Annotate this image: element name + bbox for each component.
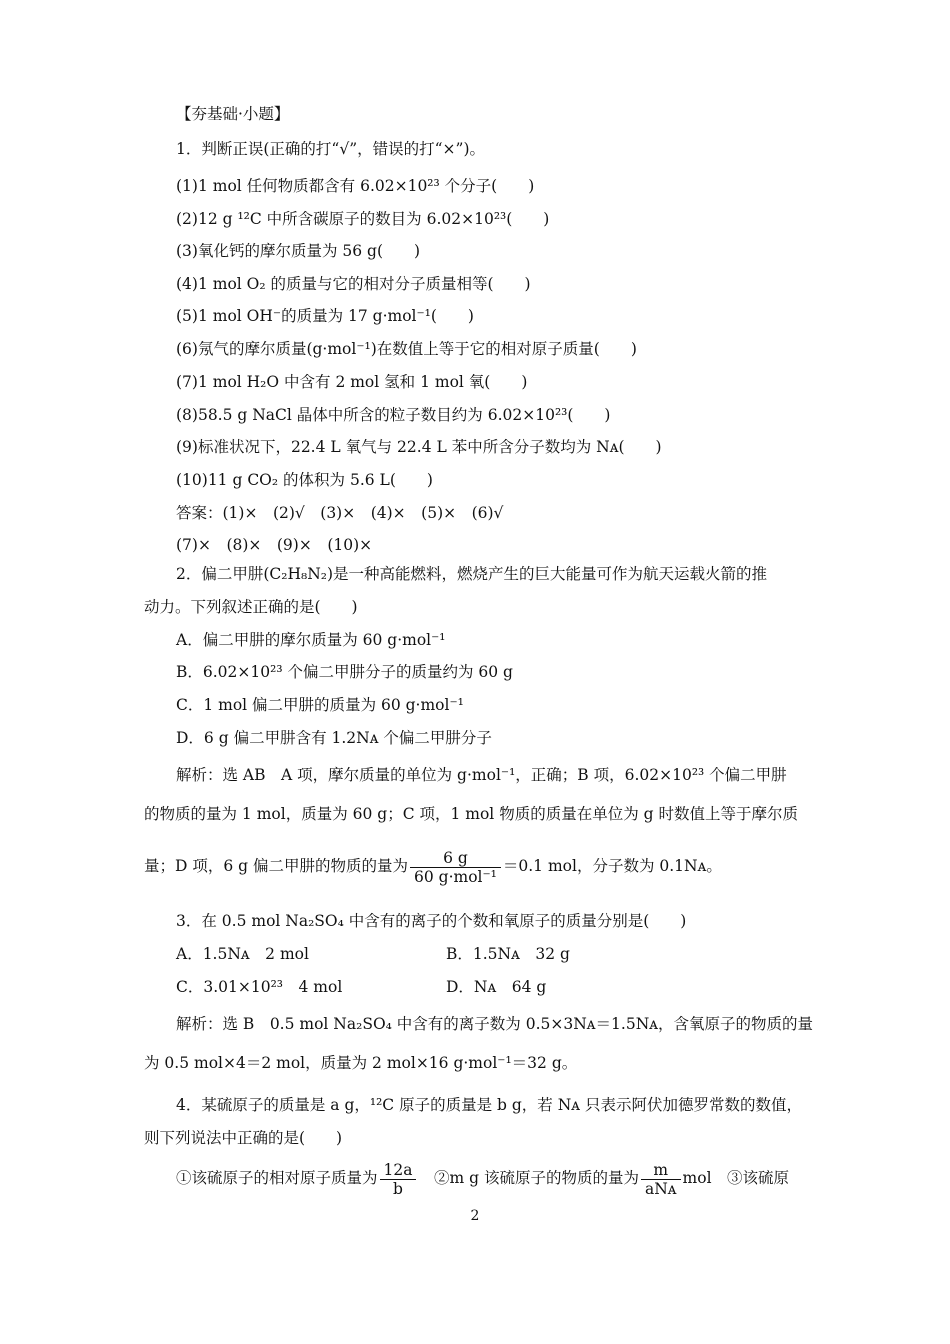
q4-statement-1-pre: ①该硫原子的相对原子质量为: [176, 1169, 378, 1187]
q3-option-c: C．3.01×10²³ 4 mol: [176, 978, 343, 996]
q1-stem: 1．判断正误(正确的打“√”，错误的打“×”)。: [176, 140, 486, 158]
section-title: 【夯基础·小题】: [176, 105, 290, 123]
q4-statement-2-post: mol ③该硫原: [682, 1169, 790, 1187]
q4-fraction-2-numerator: m: [641, 1161, 681, 1180]
q4-fraction-1-numerator: 12a: [380, 1161, 417, 1180]
q2-stem-line-2: 动力。下列叙述正确的是( ): [144, 598, 358, 616]
q1-item-9: (9)标准状况下，22.4 L 氧气与 22.4 L 苯中所含分子数均为 Nᴀ( ): [176, 438, 662, 456]
q3-analysis-line-2: 为 0.5 mol×4＝2 mol，质量为 2 mol×16 g·mol⁻¹＝32 g。: [144, 1054, 578, 1072]
q1-item-6: (6)氖气的摩尔质量(g·mol⁻¹)在数值上等于它的相对原子质量( ): [176, 340, 637, 358]
q1-item-2: (2)12 g ¹²C 中所含碳原子的数目为 6.02×10²³( ): [176, 210, 550, 228]
q2-analysis-line-3: [144, 846, 722, 886]
q3-option-a: A．1.5Nᴀ 2 mol: [176, 945, 309, 963]
q2-fraction-denominator: 60 g·mol⁻¹: [414, 867, 497, 886]
q4-fraction-1-denominator: b: [393, 1179, 403, 1198]
q3-option-b: B．1.5Nᴀ 32 g: [446, 945, 570, 963]
q1-item-7: (7)1 mol H₂O 中含有 2 mol 氢和 1 mol 氧( ): [176, 373, 528, 391]
page-number: 2: [470, 1208, 480, 1224]
q4-statements-line: [176, 1158, 789, 1198]
q2-analysis-line-1: 解析：选 AB A 项，摩尔质量的单位为 g·mol⁻¹，正确；B 项，6.02×10²³ 个偏二甲肼: [176, 766, 787, 784]
q1-item-4: (4)1 mol O₂ 的质量与它的相对分子质量相等( ): [176, 275, 531, 293]
q4-fraction-2: [641, 1161, 681, 1198]
q1-item-3: (3)氧化钙的摩尔质量为 56 g( ): [176, 242, 421, 260]
q4-fraction-2-denominator: aNᴀ: [644, 1179, 677, 1198]
q4-statement-2-pre: ②m g 该硫原子的物质的量为: [434, 1169, 639, 1187]
q2-analysis-line-3-post: ＝0.1 mol，分子数为 0.1Nᴀ。: [502, 857, 722, 875]
q2-fraction-numerator: 6 g: [410, 849, 501, 868]
q2-option-d: D．6 g 偏二甲肼含有 1.2Nᴀ 个偏二甲肼分子: [176, 729, 492, 747]
q2-fraction: [410, 849, 501, 886]
q4-stem-line-2: 则下列说法中正确的是( ): [144, 1129, 343, 1147]
q2-option-c: C．1 mol 偏二甲肼的质量为 60 g·mol⁻¹: [176, 696, 464, 714]
q3-stem: 3．在 0.5 mol Na₂SO₄ 中含有的离子的个数和氧原子的质量分别是( ): [176, 912, 687, 930]
q2-stem-line-1: 2．偏二甲肼(C₂H₈N₂)是一种高能燃料，燃烧产生的巨大能量可作为航天运载火箭的推: [176, 565, 768, 583]
q3-option-d: D．Nᴀ 64 g: [446, 978, 547, 996]
q1-answer-line-1: 答案：(1)× (2)√ (3)× (4)× (5)× (6)√: [176, 504, 504, 522]
q2-analysis-line-3-pre: 量；D 项，6 g 偏二甲肼的物质的量为: [144, 857, 408, 875]
q4-fraction-1: [380, 1161, 417, 1198]
q4-stem-line-1: 4．某硫原子的质量是 a g，¹²C 原子的质量是 b g，若 Nᴀ 只表示阿伏加德罗常数的数值，: [176, 1096, 802, 1114]
q1-item-10: (10)11 g CO₂ 的体积为 5.6 L( ): [176, 471, 433, 489]
q1-answer-line-2: (7)× (8)× (9)× (10)×: [176, 536, 373, 554]
q2-analysis-line-2: 的物质的量为 1 mol，质量为 60 g；C 项，1 mol 物质的质量在单位为 g 时数值上等于摩尔质: [144, 805, 798, 823]
q2-option-b: B．6.02×10²³ 个偏二甲肼分子的质量约为 60 g: [176, 663, 513, 681]
q2-option-a: A．偏二甲肼的摩尔质量为 60 g·mol⁻¹: [176, 631, 446, 649]
q3-analysis-line-1: 解析：选 B 0.5 mol Na₂SO₄ 中含有的离子数为 0.5×3Nᴀ＝1.5Nᴀ，含氧原子的物质的量: [176, 1015, 814, 1033]
q1-item-5: (5)1 mol OH⁻的质量为 17 g·mol⁻¹( ): [176, 307, 474, 325]
q1-item-1: (1)1 mol 任何物质都含有 6.02×10²³ 个分子( ): [176, 177, 535, 195]
q1-item-8: (8)58.5 g NaCl 晶体中所含的粒子数目约为 6.02×10²³( ): [176, 406, 611, 424]
